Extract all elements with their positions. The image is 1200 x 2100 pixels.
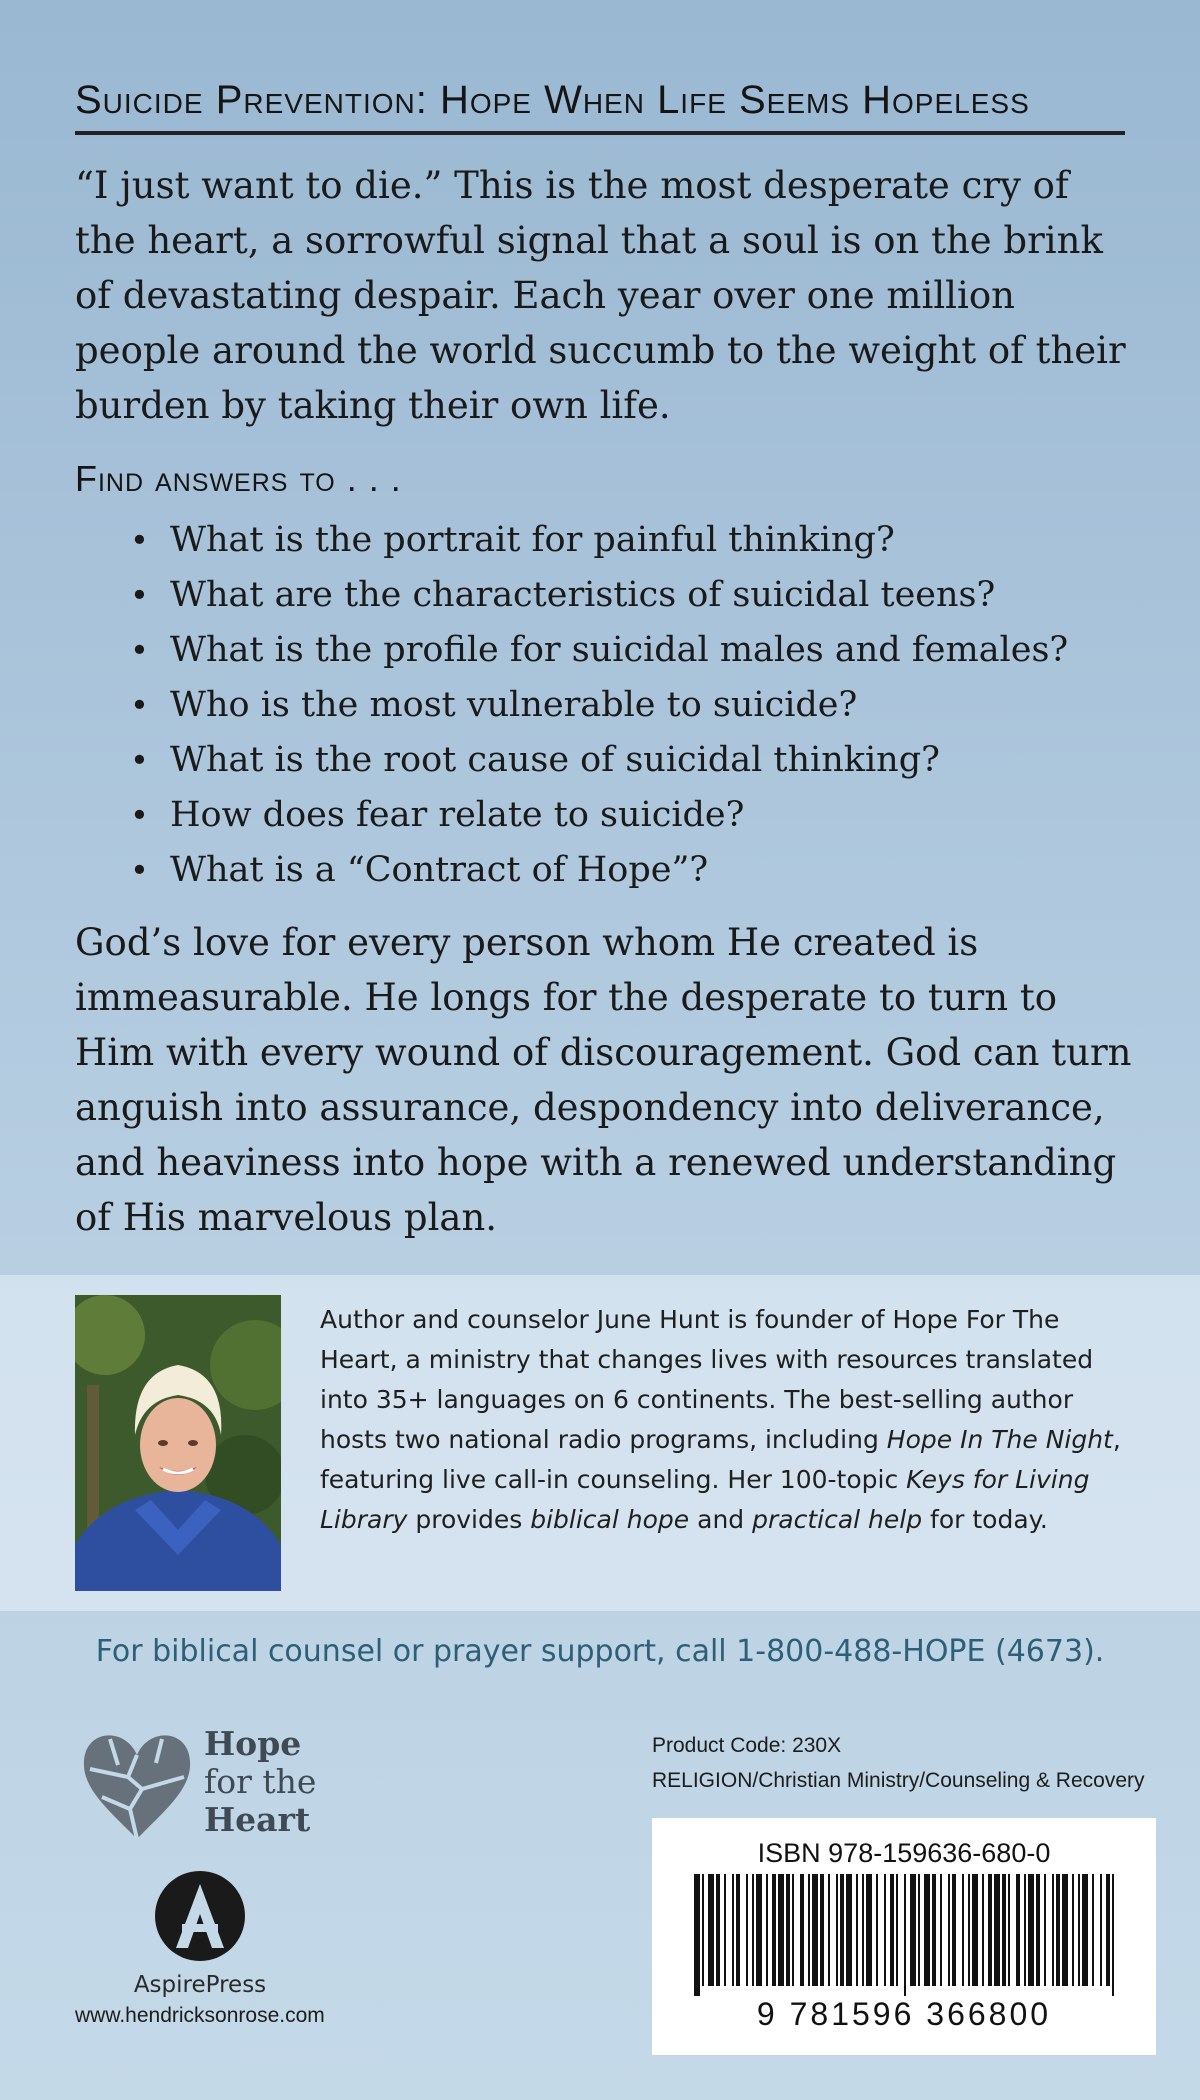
product-code: Product Code: 230X	[652, 1734, 842, 1757]
title-rule	[75, 131, 1125, 135]
publisher-website: www.hendricksonrose.com	[75, 2004, 325, 2027]
question-item: • How does fear relate to suicide?	[130, 788, 1130, 843]
question-item: • What is the root cause of suicidal thinking?	[130, 733, 1130, 788]
barcode-icon	[690, 1874, 1120, 1996]
question-item: • What is the portrait for painful thinking?	[130, 513, 1130, 568]
isbn-label: ISBN 978-159636-680-0	[757, 1838, 1051, 1868]
find-answers-heading: Find answers to . . .	[75, 458, 402, 499]
author-photo	[75, 1295, 281, 1591]
intro-paragraph: “I just want to die.” This is the most desperate cry of the heart, a sorrowful signal that a soul is on the brink of devastating despair. Each year over one million people around the world succumb to the weight of their burden by taking their own life.	[75, 164, 1126, 427]
question-item: • What is a “Contract of Hope”?	[130, 843, 1130, 898]
logo-line-2: for the	[204, 1762, 317, 1801]
aspire-a-icon	[110, 1870, 290, 1966]
product-info	[652, 1728, 1145, 1798]
cover-title: Suicide Prevention: Hope When Life Seems Hopeless	[75, 78, 1030, 122]
practical-help-phrase: practical help	[752, 1505, 923, 1534]
logo-wordmark	[204, 1725, 316, 1839]
biblical-hope-phrase: biblical hope	[530, 1505, 690, 1534]
closing-paragraph: God’s love for every person whom He created is immeasurable. He longs for the desperate to turn to Him with every wound of discouragement. God can turn anguish into assurance, despondency into deliverance, and heaviness into hope with a renewed understanding of His marvelous plan.	[75, 921, 1132, 1239]
broken-heart-icon	[80, 1725, 194, 1843]
question-item: • What are the characteristics of suicidal teens?	[130, 568, 1130, 623]
barcode-box	[652, 1818, 1156, 2055]
author-bio	[320, 1300, 1135, 1540]
radio-program-title: Hope In The Night	[886, 1425, 1113, 1454]
bio-text: and	[689, 1505, 753, 1534]
hope-for-the-heart-logo	[80, 1725, 340, 1850]
aspire-word: Aspire	[133, 1972, 206, 1998]
aspire-press-wordmark	[110, 1972, 290, 1998]
logo-line-1: Hope	[204, 1724, 302, 1763]
product-category: RELIGION/Christian Ministry/Counseling & Recovery	[652, 1769, 1145, 1792]
prayer-support-line: For biblical counsel or prayer support, call 1-800-488-HOPE (4673).	[95, 1634, 1105, 1669]
library-title: Keys for Living Library	[320, 1465, 1090, 1534]
question-item: • Who is the most vulnerable to suicide?	[130, 678, 1130, 733]
question-item: • What is the profile for suicidal males and females?	[130, 623, 1130, 678]
bio-text: for today.	[922, 1505, 1048, 1534]
bio-text: Author and counselor June Hunt is founder of Hope For The Heart, a ministry that changes lives with resources translated into 35+ languages on 6 continents. The best-selling author hosts two national radio programs, including	[320, 1305, 1094, 1454]
logo-line-3: Heart	[204, 1800, 311, 1839]
question-list	[130, 513, 1130, 898]
barcode-number: 9 781596 366800	[756, 1996, 1052, 2032]
bio-text: , featuring live call-in counseling. Her 100-topic	[320, 1425, 1121, 1494]
aspire-press-logo	[110, 1870, 290, 2000]
press-word: Press	[205, 1972, 267, 1998]
bio-text: provides	[407, 1505, 531, 1534]
